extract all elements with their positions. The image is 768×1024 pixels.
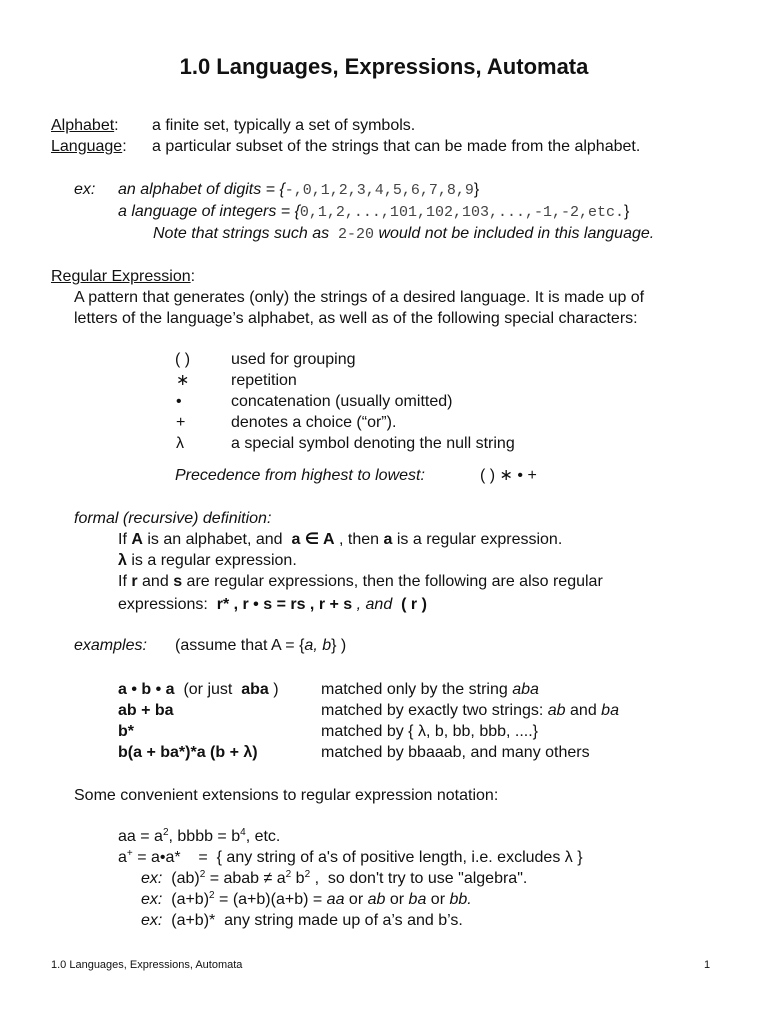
formal-line-4: expressions: r* , r • s = rs , r + s , and ( r ) xyxy=(118,596,427,613)
special-symbol: + xyxy=(176,414,186,431)
definition-alphabet-text: a finite set, typically a set of symbols. xyxy=(152,117,416,134)
extension-line-4: ex: $(a+b)^2 = (a+b)(a+b)$ = aa or ab or ba or bb. xyxy=(141,890,472,908)
examples-label: examples: xyxy=(74,637,147,654)
example-expression: b* xyxy=(118,723,134,740)
example-language-line: a language of integers = {0,1,2,...,101,102,103,...,-1,-2,etc.} xyxy=(118,203,630,221)
page-number: 1 xyxy=(704,959,711,971)
extension-line-1: aa = $a^2$, bbbb = $b^4$, etc. xyxy=(118,827,281,845)
extension-line-5: ex: (a+b)* any string made up of a’s and b’s. xyxy=(141,912,463,929)
example-match: matched only by the string aba xyxy=(321,681,539,698)
definition-language-text: a particular subset of the strings that can be made from the alphabet. xyxy=(152,138,641,155)
example-expression: b(a + ba*)*a (b + λ) xyxy=(118,744,258,761)
example-label: ex: xyxy=(74,181,96,198)
extension-line-3: ex: (ab)$^2$ = abab ≠ $a^2$ $b^2$ , so don't try to use "algebra". xyxy=(141,869,528,887)
definition-alphabet-term: Alphabet: xyxy=(51,117,119,134)
precedence-value: ( ) ∗ • + xyxy=(480,467,537,484)
page-title: 1.0 Languages, Expressions, Automata xyxy=(179,54,589,79)
examples-assumption: (assume that A = {a, b} ) xyxy=(175,637,347,654)
example-match: matched by { λ, b, bb, bbb, ....} xyxy=(321,723,539,740)
special-desc: denotes a choice (“or”). xyxy=(231,414,397,431)
precedence-label: Precedence from highest to lowest: xyxy=(175,467,425,484)
example-alphabet-line: an alphabet of digits = {-,0,1,2,3,4,5,6,7,8,9} xyxy=(118,181,480,199)
formal-line-2: λ is a regular expression. xyxy=(118,552,297,569)
footer-title: 1.0 Languages, Expressions, Automata xyxy=(51,959,243,971)
regex-paragraph-line-1: A pattern that generates (only) the strings of a desired language. It is made up of xyxy=(74,289,645,306)
definition-language-term: Language: xyxy=(51,138,127,155)
special-symbol: ( ) xyxy=(175,351,191,368)
regex-heading: Regular Expression: xyxy=(51,268,196,285)
example-expression: a • b • a (or just aba ) xyxy=(118,681,279,698)
example-expression: ab + ba xyxy=(118,702,174,719)
special-desc: a special symbol denoting the null string xyxy=(231,435,515,452)
special-symbol: • xyxy=(176,393,182,410)
special-desc: concatenation (usually omitted) xyxy=(231,393,453,410)
special-symbol: λ xyxy=(176,435,184,452)
regex-paragraph-line-2: letters of the language’s alphabet, as well as of the following special characters: xyxy=(74,310,638,327)
formal-line-3: If r and s are regular expressions, then the following are also regular xyxy=(118,573,603,590)
special-symbol: ∗ xyxy=(176,372,190,389)
example-note: Note that strings such as 2-20 would not be included in this language. xyxy=(153,225,655,243)
formal-line-1: If A is an alphabet, and a ∈ A , then a is a regular expression. xyxy=(118,531,563,548)
example-match: matched by bbaaab, and many others xyxy=(321,744,590,761)
extension-line-2: a+ = a•a* = { any string of a's of positive length, i.e. excludes λ } xyxy=(118,848,583,866)
special-desc: used for grouping xyxy=(231,351,356,368)
special-desc: repetition xyxy=(231,372,297,389)
extensions-heading: Some convenient extensions to regular expression notation: xyxy=(74,787,499,804)
example-match: matched by exactly two strings: ab and ba xyxy=(321,702,619,719)
formal-heading: formal (recursive) definition: xyxy=(74,510,272,527)
